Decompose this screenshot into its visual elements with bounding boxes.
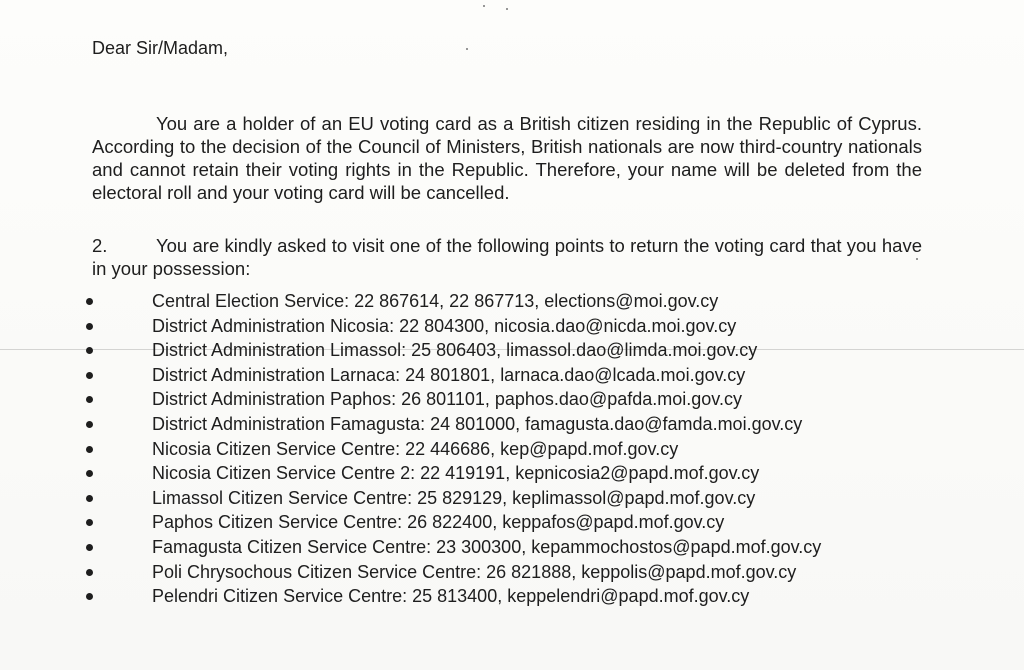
paper-speck (466, 48, 468, 50)
bullet-icon (86, 323, 93, 330)
salutation: Dear Sir/Madam, (92, 38, 229, 58)
contact-point-text: Limassol Citizen Service Centre: 25 829129, keplimassol@papd.mof.gov.cy (152, 487, 756, 508)
paper-speck (483, 5, 485, 7)
bullet-icon (86, 372, 93, 379)
bullet-icon (86, 347, 93, 354)
contact-point-text: Nicosia Citizen Service Centre: 22 446686, kep@papd.mof.gov.cy (152, 438, 679, 459)
bullet-icon (86, 470, 93, 477)
paper-speck (506, 8, 508, 10)
contact-point-text: District Administration Paphos: 26 801101, paphos.dao@pafda.moi.gov.cy (152, 389, 742, 410)
paragraph-return-instructions (92, 234, 922, 280)
contact-point-text: District Administration Limassol: 25 806403, limassol.dao@limda.moi.gov.cy (152, 340, 758, 361)
contact-point-text: Pelendri Citizen Service Centre: 25 813400, keppelendri@papd.mof.gov.cy (152, 586, 750, 607)
contact-point-text: Famagusta Citizen Service Centre: 23 300300, kepammochostos@papd.mof.gov.cy (152, 536, 822, 557)
bullet-icon (86, 298, 93, 305)
bullet-icon (86, 569, 93, 576)
contact-point-text: District Administration Larnaca: 24 801801, larnaca.dao@lcada.moi.gov.cy (152, 364, 746, 385)
bullet-icon (86, 396, 93, 403)
bullet-icon (86, 421, 93, 428)
contact-point-text: Central Election Service: 22 867614, 22 867713, elections@moi.gov.cy (152, 291, 719, 311)
contact-point-text: District Administration Famagusta: 24 801000, famagusta.dao@famda.moi.gov.cy (152, 413, 803, 434)
paragraph-voting-card-notice: You are a holder of an EU voting card as a British citizen residing in the Republic of Cyprus. According to the decision of the Council of Ministers, British nationals are now third-country nationals and cannot retain their voting rights in the Republic. Therefore, your name will be deleted from the electoral roll and your voting card will be cancelled. (92, 113, 922, 203)
paragraph-return-text: You are kindly asked to visit one of the following points to return the voting card that you have in your possession: (92, 235, 922, 279)
contact-point-text: Paphos Citizen Service Centre: 26 822400, keppafos@papd.mof.gov.cy (152, 512, 725, 533)
contact-point-text: District Administration Nicosia: 22 804300, nicosia.dao@nicda.moi.gov.cy (152, 315, 737, 336)
bullet-icon (86, 519, 93, 526)
bullet-icon (86, 544, 93, 551)
paragraph-number: 2. (92, 235, 108, 256)
bullet-icon (86, 446, 93, 453)
bullet-icon (86, 495, 93, 502)
bullet-icon (86, 593, 93, 600)
contact-point-text: Nicosia Citizen Service Centre 2: 22 419191, kepnicosia2@papd.mof.gov.cy (152, 463, 760, 484)
contact-point-text: Poli Chrysochous Citizen Service Centre: 26 821888, keppolis@papd.mof.gov.cy (152, 561, 797, 582)
